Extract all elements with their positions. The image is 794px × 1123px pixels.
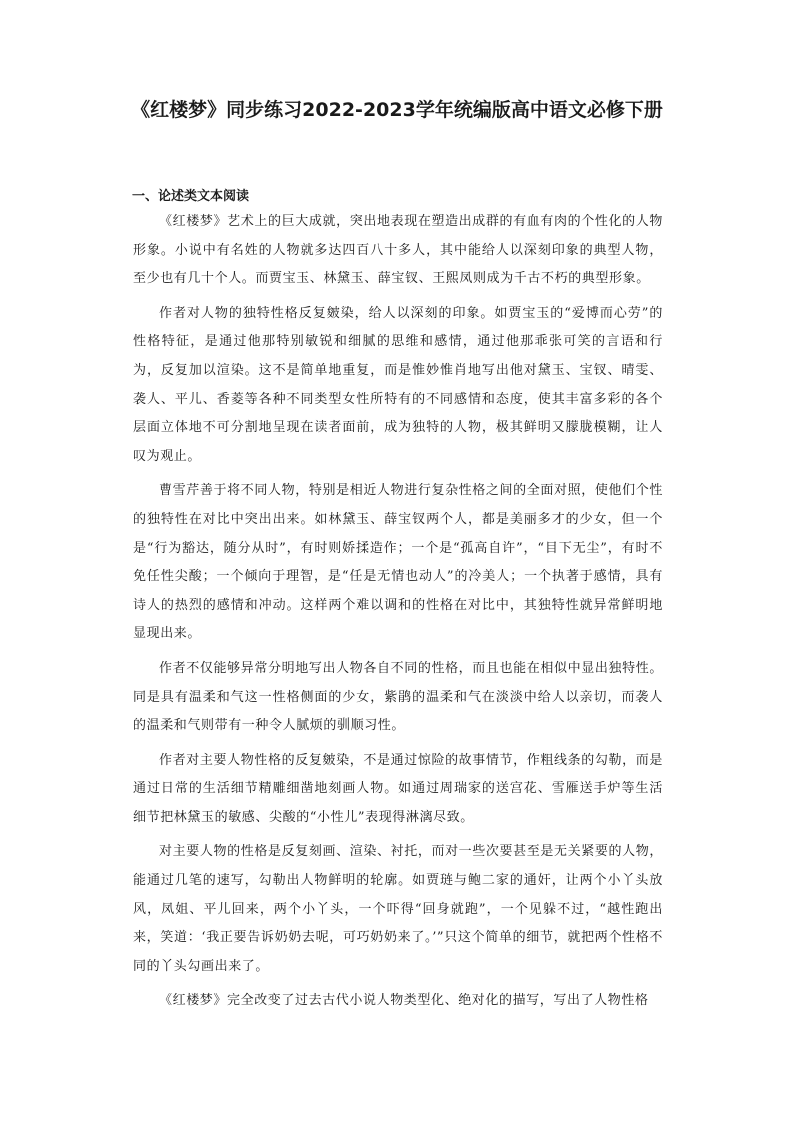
paragraph-4: 作者不仅能够异常分明地写出人物各自不同的性格，而且也能在相似中显出独特性。同是具有温柔和气这一性格侧面的少女，紫鹃的温柔和气在淡淡中给人以亲切，而袭人的温柔和气则带有一种令人腻烦的驯顺习性。 xyxy=(133,660,663,734)
paragraph-5: 作者对主要人物性格的反复皴染，不是通过惊险的故事情节，作粗线条的勾勒，而是通过日常的生活细节精雕细凿地刻画人物。如通过周瑞家的送宫花、雪雁送手炉等生活细节把林黛玉的敏感、尖酸的“小性儿”表现得淋漓尽致。 xyxy=(133,752,663,825)
paragraph-3: 曹雪芹善于将不同人物，特别是相近人物进行复杂性格之间的全面对照，使他们个性的独特性在对比中突出出来。如林黛玉、薛宝钗两个人，都是美丽多才的少女，但一个是“行为豁达，随分从时”，有时则娇揉造作；一个是“孤高自许”，“目下无尘”，有时不免任性尖酸；一个倾向于理智，是“任是无情也动人”的冷美人；一个执著于感情，具有诗人的热烈的感情和冲动。这样两个难以调和的性格在对比中，其独特性就异常鲜明地显现出来。 xyxy=(133,483,663,642)
paragraph-7: 《红楼梦》完全改变了过去古代小说人物类型化、绝对化的描写，写出了人物性格 xyxy=(159,993,649,1009)
section-heading: 一、论述类文本阅读 xyxy=(132,189,250,204)
document-title: 《红楼梦》同步练习2022-2023学年统编版高中语文必修下册 xyxy=(131,99,663,121)
paragraph-2: 作者对人物的独特性格反复皴染，给人以深刻的印象。如贾宝玉的“爱博而心劳”的性格特征，是通过他那特别敏锐和细腻的思维和感情，通过他那乖张可笑的言语和行为，反复加以渲染。这不是简单地重复，而是惟妙惟肖地写出他对黛玉、宝钗、晴雯、袭人、平儿、香菱等各种不同类型女性所特有的不同感情和态度，使其丰富多彩的各个层面立体地不可分割地呈现在读者面前，成为独特的人物，极其鲜明又朦胧模糊，让人叹为观止。 xyxy=(133,305,663,464)
paragraph-1: 《红楼梦》艺术上的巨大成就，突出地表现在塑造出成群的有血有肉的个性化的人物形象。小说中有名姓的人物就多达四百八十多人，其中能给人以深刻印象的典型人物，至少也有几十个人。而贾宝玉、林黛玉、薛宝钗、王熙凤则成为千古不朽的典型形象。 xyxy=(133,214,663,287)
body-text xyxy=(133,208,663,1022)
paragraph-6: 对主要人物的性格是反复刻画、渲染、衬托，而对一些次要甚至是无关紧要的人物，能通过几笔的速写，勾勒出人物鲜明的轮廓。如贾琏与鲍二家的通奸，让两个小丫头放风，凤姐、平儿回来，两个小丫头，一个吓得“回身就跑”，一个见躲不过，“越性跑出来，笑道：‘我正要告诉奶奶去呢，可巧奶奶来了。’”只这个简单的细节，就把两个性格不同的丫头勾画出来了。 xyxy=(133,844,663,974)
